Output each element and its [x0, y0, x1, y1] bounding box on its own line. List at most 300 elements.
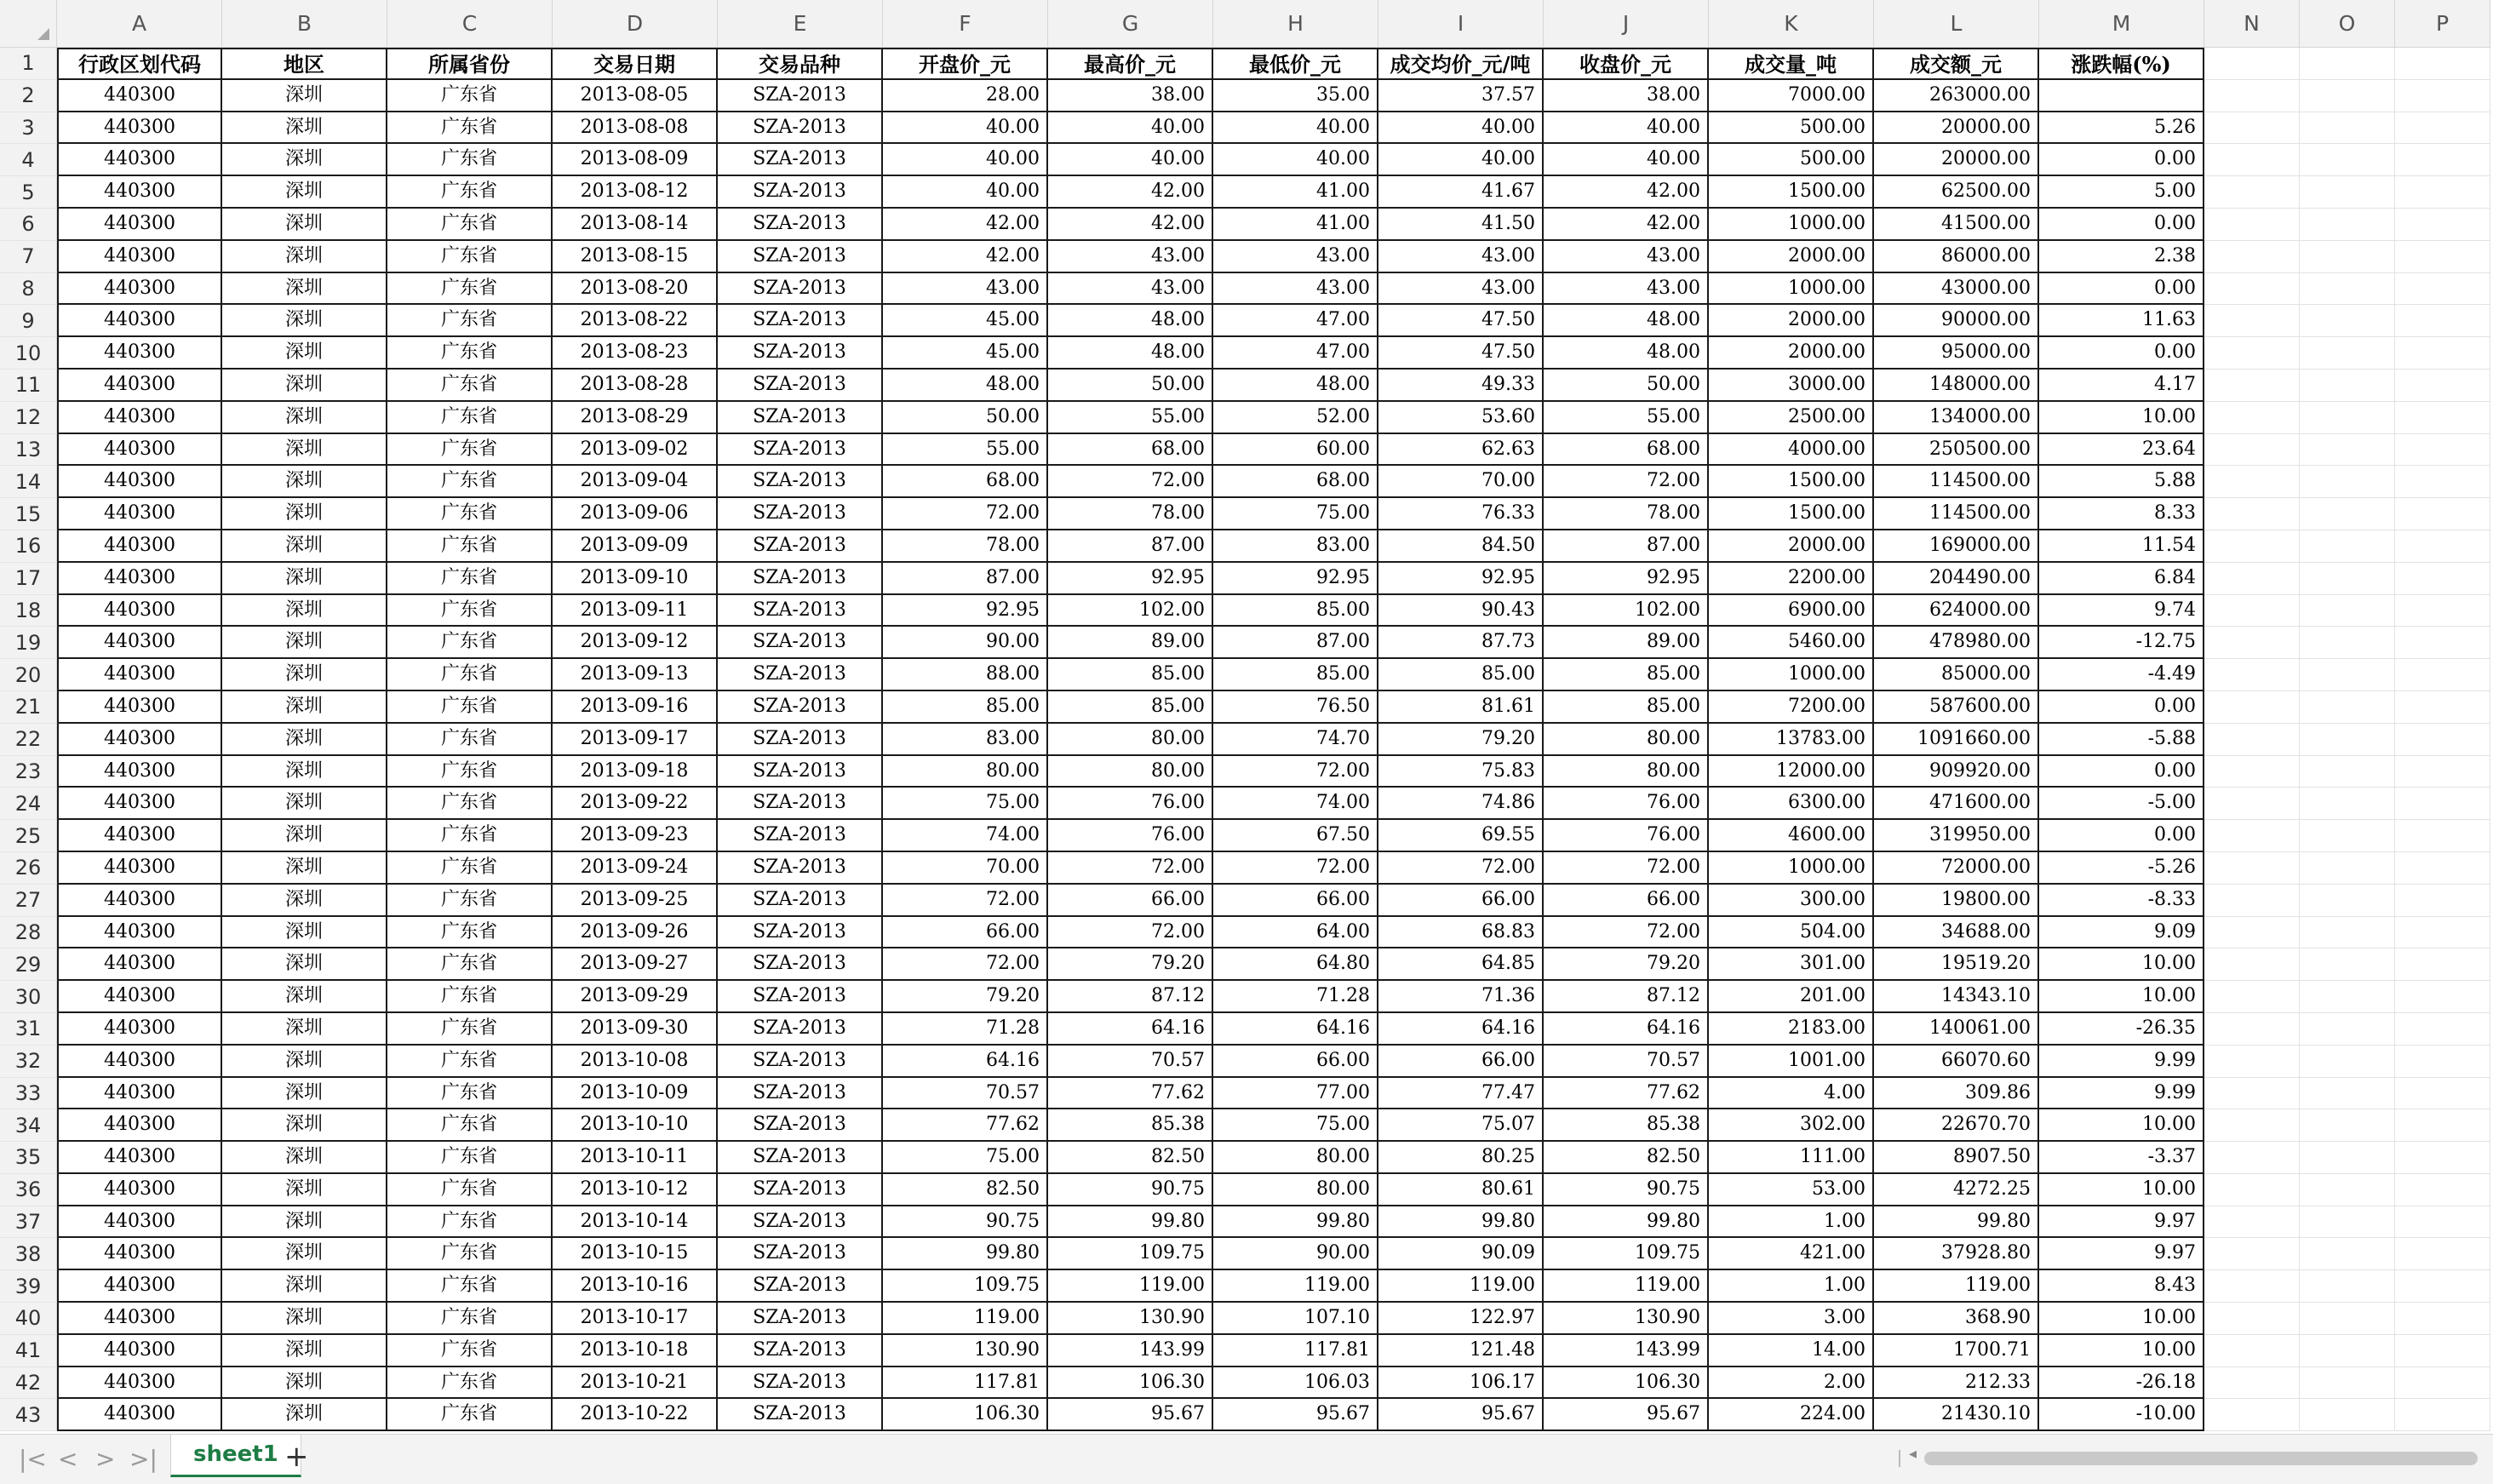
empty-cell[interactable]	[2300, 981, 2395, 1013]
table-cell[interactable]: 440300	[57, 563, 222, 595]
empty-cell[interactable]	[2395, 820, 2490, 852]
table-cell[interactable]: 66.00	[1544, 885, 1709, 917]
table-cell[interactable]: 201.00	[1709, 981, 1874, 1013]
table-cell[interactable]: 43.00	[1213, 241, 1378, 273]
table-cell[interactable]: 2013-10-09	[553, 1078, 718, 1110]
table-cell[interactable]: 45.00	[883, 305, 1048, 337]
table-cell[interactable]: 80.00	[1213, 1142, 1378, 1174]
table-cell[interactable]: -5.88	[2039, 724, 2204, 756]
table-cell[interactable]: 440300	[57, 305, 222, 337]
table-cell[interactable]: 440300	[57, 1013, 222, 1046]
table-cell[interactable]: 21430.10	[1874, 1399, 2039, 1431]
empty-cell[interactable]	[2204, 659, 2300, 691]
empty-cell[interactable]	[2300, 1206, 2395, 1239]
table-cell[interactable]: 85.00	[1213, 595, 1378, 627]
table-cell[interactable]: 143.99	[1544, 1335, 1709, 1367]
table-cell[interactable]: 440300	[57, 1174, 222, 1206]
table-cell[interactable]: 深圳	[222, 1142, 387, 1174]
table-cell[interactable]: 广东省	[387, 1238, 553, 1270]
table-cell[interactable]: 92.95	[1378, 563, 1544, 595]
empty-cell[interactable]	[2204, 1174, 2300, 1206]
row-header[interactable]: 22	[0, 724, 57, 756]
table-cell[interactable]: 68.00	[1544, 434, 1709, 467]
table-cell[interactable]: 440300	[57, 530, 222, 563]
table-cell[interactable]: 421.00	[1709, 1238, 1874, 1270]
table-cell[interactable]: 10.00	[2039, 981, 2204, 1013]
empty-cell[interactable]	[2395, 1303, 2490, 1335]
table-cell[interactable]: 92.95	[883, 595, 1048, 627]
table-cell[interactable]: 0.00	[2039, 820, 2204, 852]
table-cell[interactable]: 40.00	[883, 176, 1048, 209]
empty-cell[interactable]	[2300, 209, 2395, 241]
table-cell[interactable]: 440300	[57, 627, 222, 659]
table-cell[interactable]: 106.17	[1378, 1367, 1544, 1400]
table-cell[interactable]: 319950.00	[1874, 820, 2039, 852]
table-cell[interactable]: 深圳	[222, 563, 387, 595]
header-cell[interactable]: 地区	[222, 48, 387, 80]
table-cell[interactable]: 4.00	[1709, 1078, 1874, 1110]
table-cell[interactable]: 深圳	[222, 1109, 387, 1142]
empty-cell[interactable]	[2300, 370, 2395, 402]
table-cell[interactable]: SZA-2013	[718, 756, 883, 788]
table-cell[interactable]: 87.12	[1544, 981, 1709, 1013]
table-cell[interactable]: -5.00	[2039, 788, 2204, 820]
table-cell[interactable]: 117.81	[883, 1367, 1048, 1400]
row-header[interactable]: 5	[0, 176, 57, 209]
table-cell[interactable]: 130.90	[883, 1335, 1048, 1367]
table-cell[interactable]: 2013-08-05	[553, 80, 718, 112]
table-cell[interactable]: SZA-2013	[718, 530, 883, 563]
empty-cell[interactable]	[2204, 820, 2300, 852]
table-cell[interactable]: 深圳	[222, 724, 387, 756]
empty-cell[interactable]	[2300, 1142, 2395, 1174]
table-cell[interactable]: 2013-10-11	[553, 1142, 718, 1174]
table-cell[interactable]: 76.50	[1213, 691, 1378, 724]
table-cell[interactable]: 109.75	[1544, 1238, 1709, 1270]
table-cell[interactable]: 77.00	[1213, 1078, 1378, 1110]
empty-cell[interactable]	[2204, 1399, 2300, 1431]
empty-cell[interactable]	[2395, 595, 2490, 627]
row-header[interactable]: 6	[0, 209, 57, 241]
table-cell[interactable]: 深圳	[222, 1303, 387, 1335]
table-cell[interactable]: 66.00	[883, 917, 1048, 949]
table-cell[interactable]: 440300	[57, 80, 222, 112]
table-cell[interactable]: 20000.00	[1874, 112, 2039, 145]
table-cell[interactable]: 2013-10-18	[553, 1335, 718, 1367]
table-cell[interactable]: 250500.00	[1874, 434, 2039, 467]
header-cell[interactable]: 行政区划代码	[57, 48, 222, 80]
table-cell[interactable]: 440300	[57, 402, 222, 434]
row-header[interactable]: 31	[0, 1013, 57, 1046]
table-cell[interactable]: 114500.00	[1874, 466, 2039, 498]
table-cell[interactable]: 75.00	[883, 788, 1048, 820]
table-cell[interactable]: 广东省	[387, 273, 553, 306]
table-cell[interactable]: SZA-2013	[718, 305, 883, 337]
table-cell[interactable]: 72.00	[1048, 466, 1213, 498]
table-cell[interactable]: 广东省	[387, 209, 553, 241]
empty-cell[interactable]	[2204, 1238, 2300, 1270]
empty-cell[interactable]	[2395, 273, 2490, 306]
table-cell[interactable]: 7000.00	[1709, 80, 1874, 112]
empty-cell[interactable]	[2204, 1206, 2300, 1239]
table-cell[interactable]: 1000.00	[1709, 209, 1874, 241]
table-cell[interactable]: 广东省	[387, 1270, 553, 1303]
table-cell[interactable]: 11.63	[2039, 305, 2204, 337]
table-cell[interactable]: 2013-08-20	[553, 273, 718, 306]
table-cell[interactable]: 1000.00	[1709, 273, 1874, 306]
empty-cell[interactable]	[2395, 756, 2490, 788]
empty-cell[interactable]	[2300, 1367, 2395, 1400]
table-cell[interactable]: 90.75	[883, 1206, 1048, 1239]
table-cell[interactable]: 78.00	[1048, 498, 1213, 530]
table-cell[interactable]: 74.00	[883, 820, 1048, 852]
table-cell[interactable]: 38.00	[1544, 80, 1709, 112]
table-cell[interactable]: SZA-2013	[718, 659, 883, 691]
table-cell[interactable]: 440300	[57, 1206, 222, 1239]
table-cell[interactable]: 47.50	[1378, 337, 1544, 370]
table-cell[interactable]: 11.54	[2039, 530, 2204, 563]
empty-cell[interactable]	[2300, 724, 2395, 756]
row-header[interactable]: 3	[0, 112, 57, 145]
header-cell[interactable]: 成交量_吨	[1709, 48, 1874, 80]
table-cell[interactable]: 119.00	[1378, 1270, 1544, 1303]
table-cell[interactable]: 2013-10-15	[553, 1238, 718, 1270]
table-cell[interactable]: SZA-2013	[718, 1399, 883, 1431]
header-cell[interactable]: 最高价_元	[1048, 48, 1213, 80]
table-cell[interactable]: 深圳	[222, 917, 387, 949]
row-header[interactable]: 15	[0, 498, 57, 530]
table-cell[interactable]: 0.00	[2039, 273, 2204, 306]
table-cell[interactable]: 72.00	[883, 498, 1048, 530]
table-cell[interactable]: 85.00	[883, 691, 1048, 724]
empty-cell[interactable]	[2300, 48, 2395, 80]
table-cell[interactable]: 深圳	[222, 981, 387, 1013]
table-cell[interactable]: 169000.00	[1874, 530, 2039, 563]
scroll-left-icon[interactable]: ◂	[1909, 1445, 1917, 1463]
column-header[interactable]: F	[883, 0, 1048, 48]
table-cell[interactable]: 42.00	[1048, 176, 1213, 209]
table-cell[interactable]: 95.67	[1378, 1399, 1544, 1431]
table-cell[interactable]: 2013-09-10	[553, 563, 718, 595]
next-sheet-icon[interactable]: >	[95, 1445, 116, 1473]
row-header[interactable]: 33	[0, 1078, 57, 1110]
table-cell[interactable]: 77.62	[1048, 1078, 1213, 1110]
table-cell[interactable]: 2013-09-16	[553, 691, 718, 724]
table-cell[interactable]: 48.00	[1544, 305, 1709, 337]
table-cell[interactable]: 68.00	[883, 466, 1048, 498]
empty-cell[interactable]	[2204, 434, 2300, 467]
table-cell[interactable]: 68.83	[1378, 917, 1544, 949]
empty-cell[interactable]	[2395, 563, 2490, 595]
table-cell[interactable]: 71.36	[1378, 981, 1544, 1013]
table-cell[interactable]: 87.00	[1213, 627, 1378, 659]
table-cell[interactable]: 4000.00	[1709, 434, 1874, 467]
table-cell[interactable]: 440300	[57, 917, 222, 949]
table-cell[interactable]: 0.00	[2039, 209, 2204, 241]
table-cell[interactable]: 19800.00	[1874, 885, 2039, 917]
table-cell[interactable]: 深圳	[222, 370, 387, 402]
table-cell[interactable]: 7200.00	[1709, 691, 1874, 724]
table-cell[interactable]: 109.75	[883, 1270, 1048, 1303]
table-cell[interactable]: 72.00	[1048, 852, 1213, 885]
table-cell[interactable]: 4272.25	[1874, 1174, 2039, 1206]
table-cell[interactable]: 440300	[57, 691, 222, 724]
table-cell[interactable]: 99.80	[1874, 1206, 2039, 1239]
table-cell[interactable]: 3.00	[1709, 1303, 1874, 1335]
table-cell[interactable]: 624000.00	[1874, 595, 2039, 627]
table-cell[interactable]: 广东省	[387, 1367, 553, 1400]
table-cell[interactable]: SZA-2013	[718, 434, 883, 467]
empty-cell[interactable]	[2395, 1238, 2490, 1270]
table-cell[interactable]: 深圳	[222, 1174, 387, 1206]
table-cell[interactable]: 深圳	[222, 756, 387, 788]
table-cell[interactable]: 440300	[57, 434, 222, 467]
table-cell[interactable]: 119.00	[1544, 1270, 1709, 1303]
table-cell[interactable]: 9.74	[2039, 595, 2204, 627]
empty-cell[interactable]	[2395, 1013, 2490, 1046]
table-cell[interactable]: 6.84	[2039, 563, 2204, 595]
table-cell[interactable]: SZA-2013	[718, 981, 883, 1013]
column-header[interactable]: H	[1213, 0, 1378, 48]
table-cell[interactable]: 114500.00	[1874, 498, 2039, 530]
empty-cell[interactable]	[2300, 1013, 2395, 1046]
table-cell[interactable]: 广东省	[387, 948, 553, 981]
table-cell[interactable]: 40.00	[1544, 144, 1709, 176]
table-cell[interactable]: 2013-08-15	[553, 241, 718, 273]
table-cell[interactable]: SZA-2013	[718, 241, 883, 273]
table-cell[interactable]: 122.97	[1378, 1303, 1544, 1335]
row-header[interactable]: 27	[0, 885, 57, 917]
table-cell[interactable]: 77.62	[1544, 1078, 1709, 1110]
empty-cell[interactable]	[2204, 627, 2300, 659]
table-cell[interactable]: 37.57	[1378, 80, 1544, 112]
table-cell[interactable]: 440300	[57, 337, 222, 370]
empty-cell[interactable]	[2204, 80, 2300, 112]
table-cell[interactable]: 5.26	[2039, 112, 2204, 145]
empty-cell[interactable]	[2204, 144, 2300, 176]
empty-cell[interactable]	[2204, 305, 2300, 337]
table-cell[interactable]: 广东省	[387, 1078, 553, 1110]
table-cell[interactable]: 66.00	[1213, 885, 1378, 917]
table-cell[interactable]: 10.00	[2039, 402, 2204, 434]
table-cell[interactable]: 119.00	[883, 1303, 1048, 1335]
table-cell[interactable]: SZA-2013	[718, 1335, 883, 1367]
row-header[interactable]: 20	[0, 659, 57, 691]
table-cell[interactable]: 77.62	[883, 1109, 1048, 1142]
table-cell[interactable]: 60.00	[1213, 434, 1378, 467]
empty-cell[interactable]	[2204, 273, 2300, 306]
table-cell[interactable]: 75.00	[1213, 1109, 1378, 1142]
empty-cell[interactable]	[2395, 498, 2490, 530]
empty-cell[interactable]	[2204, 1046, 2300, 1078]
row-header[interactable]: 43	[0, 1399, 57, 1431]
table-cell[interactable]: 95.67	[1544, 1399, 1709, 1431]
first-sheet-icon[interactable]: |<	[19, 1445, 47, 1473]
empty-cell[interactable]	[2300, 112, 2395, 145]
table-cell[interactable]: 85.00	[1378, 659, 1544, 691]
table-cell[interactable]: 440300	[57, 241, 222, 273]
table-cell[interactable]: 广东省	[387, 241, 553, 273]
empty-cell[interactable]	[2395, 627, 2490, 659]
table-cell[interactable]: 广东省	[387, 659, 553, 691]
table-cell[interactable]: 48.00	[1048, 337, 1213, 370]
table-cell[interactable]: 95000.00	[1874, 337, 2039, 370]
cell-grid[interactable]	[57, 48, 2490, 1431]
table-cell[interactable]: SZA-2013	[718, 209, 883, 241]
table-cell[interactable]: 148000.00	[1874, 370, 2039, 402]
table-cell[interactable]: 40.00	[1378, 112, 1544, 145]
table-cell[interactable]: 440300	[57, 820, 222, 852]
table-cell[interactable]: 2013-09-06	[553, 498, 718, 530]
empty-cell[interactable]	[2395, 1399, 2490, 1431]
table-cell[interactable]: 43.00	[1544, 241, 1709, 273]
table-cell[interactable]: 2013-10-14	[553, 1206, 718, 1239]
table-cell[interactable]: 41.50	[1378, 209, 1544, 241]
row-header[interactable]: 13	[0, 434, 57, 467]
table-cell[interactable]: 119.00	[1048, 1270, 1213, 1303]
table-cell[interactable]: 12000.00	[1709, 756, 1874, 788]
header-cell[interactable]: 最低价_元	[1213, 48, 1378, 80]
header-cell[interactable]: 交易品种	[718, 48, 883, 80]
table-cell[interactable]: SZA-2013	[718, 1367, 883, 1400]
empty-cell[interactable]	[2300, 885, 2395, 917]
empty-cell[interactable]	[2395, 434, 2490, 467]
empty-cell[interactable]	[2395, 1206, 2490, 1239]
table-cell[interactable]: 10.00	[2039, 1335, 2204, 1367]
table-cell[interactable]: 368.90	[1874, 1303, 2039, 1335]
empty-cell[interactable]	[2204, 948, 2300, 981]
row-header[interactable]: 4	[0, 144, 57, 176]
table-cell[interactable]: 13783.00	[1709, 724, 1874, 756]
table-cell[interactable]: 深圳	[222, 402, 387, 434]
empty-cell[interactable]	[2300, 756, 2395, 788]
table-cell[interactable]: 55.00	[883, 434, 1048, 467]
empty-cell[interactable]	[2300, 948, 2395, 981]
table-cell[interactable]: SZA-2013	[718, 370, 883, 402]
empty-cell[interactable]	[2300, 1399, 2395, 1431]
table-cell[interactable]: 302.00	[1709, 1109, 1874, 1142]
table-cell[interactable]: 深圳	[222, 530, 387, 563]
table-cell[interactable]: 440300	[57, 756, 222, 788]
table-cell[interactable]: 204490.00	[1874, 563, 2039, 595]
table-cell[interactable]: 2013-10-17	[553, 1303, 718, 1335]
table-cell[interactable]: 71.28	[883, 1013, 1048, 1046]
table-cell[interactable]: 深圳	[222, 1078, 387, 1110]
table-cell[interactable]: 64.80	[1213, 948, 1378, 981]
table-cell[interactable]: 4.17	[2039, 370, 2204, 402]
table-cell[interactable]: 10.00	[2039, 1303, 2204, 1335]
table-cell[interactable]: 109.75	[1048, 1238, 1213, 1270]
table-cell[interactable]: 440300	[57, 1270, 222, 1303]
empty-cell[interactable]	[2300, 659, 2395, 691]
table-cell[interactable]: 47.00	[1213, 305, 1378, 337]
empty-cell[interactable]	[2300, 305, 2395, 337]
column-header[interactable]: K	[1709, 0, 1874, 48]
table-cell[interactable]: 广东省	[387, 595, 553, 627]
table-cell[interactable]: 41.00	[1213, 176, 1378, 209]
table-cell[interactable]: 85.00	[1048, 659, 1213, 691]
table-cell[interactable]: 深圳	[222, 144, 387, 176]
last-sheet-icon[interactable]: >|	[129, 1445, 158, 1473]
tab-sheet1[interactable]: sheet1	[170, 1435, 301, 1477]
table-cell[interactable]: 1000.00	[1709, 852, 1874, 885]
empty-cell[interactable]	[2204, 241, 2300, 273]
row-header[interactable]: 28	[0, 917, 57, 949]
table-cell[interactable]: 81.61	[1378, 691, 1544, 724]
row-header[interactable]: 1	[0, 48, 57, 80]
table-cell[interactable]: 85.00	[1544, 659, 1709, 691]
table-cell[interactable]: 78.00	[883, 530, 1048, 563]
table-cell[interactable]: 广东省	[387, 80, 553, 112]
table-cell[interactable]: 广东省	[387, 691, 553, 724]
empty-cell[interactable]	[2204, 917, 2300, 949]
table-cell[interactable]: 深圳	[222, 1399, 387, 1431]
table-cell[interactable]: 80.00	[1213, 1174, 1378, 1206]
table-cell[interactable]: 深圳	[222, 112, 387, 145]
table-cell[interactable]: 83.00	[1213, 530, 1378, 563]
header-cell[interactable]: 所属省份	[387, 48, 553, 80]
table-cell[interactable]: 64.16	[1544, 1013, 1709, 1046]
table-cell[interactable]: 62500.00	[1874, 176, 2039, 209]
table-cell[interactable]: 6900.00	[1709, 595, 1874, 627]
table-cell[interactable]: 广东省	[387, 820, 553, 852]
table-cell[interactable]: SZA-2013	[718, 466, 883, 498]
table-cell[interactable]: 82.50	[1048, 1142, 1213, 1174]
table-cell[interactable]: 43.00	[1378, 241, 1544, 273]
table-cell[interactable]: SZA-2013	[718, 1109, 883, 1142]
table-cell[interactable]: 80.00	[1544, 724, 1709, 756]
table-cell[interactable]: 48.00	[1544, 337, 1709, 370]
table-cell[interactable]: 1.00	[1709, 1206, 1874, 1239]
table-cell[interactable]: 1091660.00	[1874, 724, 2039, 756]
table-cell[interactable]: 86000.00	[1874, 241, 2039, 273]
table-cell[interactable]: 41.67	[1378, 176, 1544, 209]
empty-cell[interactable]	[2395, 659, 2490, 691]
table-cell[interactable]: 440300	[57, 498, 222, 530]
empty-cell[interactable]	[2395, 466, 2490, 498]
column-header[interactable]: L	[1874, 0, 2039, 48]
row-header[interactable]: 39	[0, 1270, 57, 1303]
table-cell[interactable]: 23.64	[2039, 434, 2204, 467]
table-cell[interactable]: 47.50	[1378, 305, 1544, 337]
scroll-thumb[interactable]	[1924, 1452, 2478, 1465]
empty-cell[interactable]	[2300, 691, 2395, 724]
table-cell[interactable]: 89.00	[1048, 627, 1213, 659]
table-cell[interactable]: 深圳	[222, 627, 387, 659]
empty-cell[interactable]	[2395, 724, 2490, 756]
table-cell[interactable]: 深圳	[222, 1206, 387, 1239]
add-sheet-icon[interactable]: +	[284, 1440, 309, 1474]
table-cell[interactable]: 440300	[57, 273, 222, 306]
empty-cell[interactable]	[2300, 917, 2395, 949]
table-cell[interactable]: 0.00	[2039, 144, 2204, 176]
table-cell[interactable]: 深圳	[222, 852, 387, 885]
table-cell[interactable]: 66.00	[1213, 1046, 1378, 1078]
table-cell[interactable]: 72.00	[1544, 466, 1709, 498]
table-cell[interactable]: 70.00	[883, 852, 1048, 885]
table-cell[interactable]: 134000.00	[1874, 402, 2039, 434]
table-cell[interactable]: 2183.00	[1709, 1013, 1874, 1046]
table-cell[interactable]: 37928.80	[1874, 1238, 2039, 1270]
empty-cell[interactable]	[2300, 820, 2395, 852]
table-cell[interactable]: 22670.70	[1874, 1109, 2039, 1142]
empty-cell[interactable]	[2204, 209, 2300, 241]
table-cell[interactable]: 500.00	[1709, 144, 1874, 176]
empty-cell[interactable]	[2300, 1335, 2395, 1367]
table-cell[interactable]: 76.00	[1544, 788, 1709, 820]
table-cell[interactable]: 深圳	[222, 659, 387, 691]
header-cell[interactable]: 成交均价_元/吨	[1378, 48, 1544, 80]
